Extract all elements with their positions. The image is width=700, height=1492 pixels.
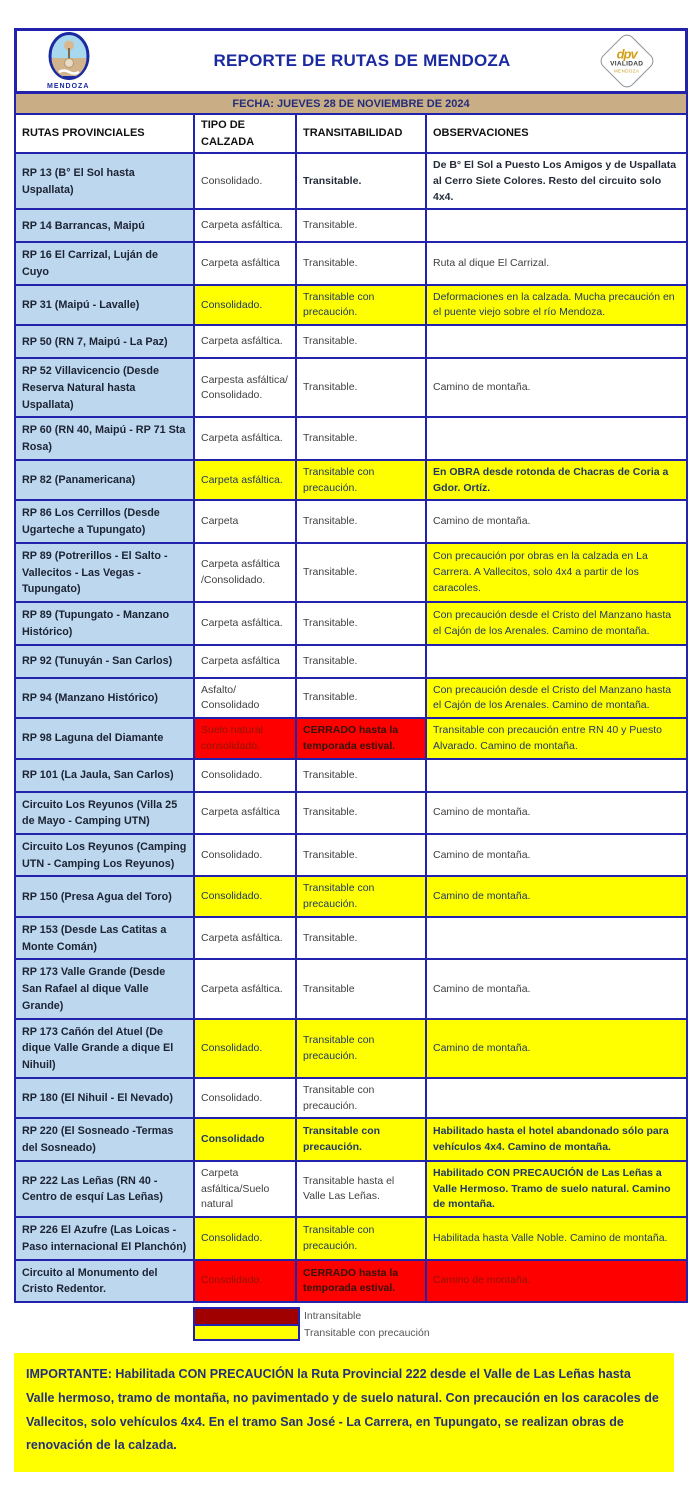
transitabilidad-cell: Transitable con precaución. [297,1079,427,1118]
route-name-cell: RP 89 (Potrerillos - El Salto - Vallecitos - Las Vegas -Tupungato) [16,544,195,601]
observaciones-cell [427,210,686,241]
route-name-cell: RP 220 (El Sosneado -Termas del Sosneado) [16,1119,195,1159]
observaciones-cell: En OBRA desde rotonda de Chacras de Coria a Gdor. Ortíz. [427,461,686,500]
route-name-cell: RP 60 (RN 40, Maipú - RP 71 Sta Rosa) [16,418,195,458]
table-row [16,326,686,359]
table-row [16,1162,686,1218]
route-name-cell: RP 150 (Presa Agua del Toro) [16,877,195,916]
table-row [16,835,686,877]
mendoza-crest-icon [47,32,91,82]
route-name-cell: Circuito Los Reyunos (Villa 25 de Mayo - Camping UTN) [16,793,195,833]
transitabilidad-cell: Transitable. [297,501,427,541]
calzada-cell: Carpeta asfáltica. [195,326,297,357]
observaciones-cell: Camino de montaña. [427,835,686,875]
route-name-cell: RP 52 Villavicencio (Desde Reserva Natural hasta Uspallata) [16,359,195,416]
transitabilidad-cell: Transitable con precaución. [297,1218,427,1258]
route-name-cell: RP 13 (B° El Sol hasta Uspallata) [16,154,195,208]
observaciones-cell [427,326,686,357]
observaciones-cell [427,646,686,677]
legend-label-intransitable: Intransitable [304,1309,362,1322]
transitabilidad-cell: Transitable. [297,210,427,241]
transitabilidad-cell: Transitable. [297,646,427,677]
table-row [16,679,686,720]
intransitable-swatch-icon [195,1309,298,1324]
transitabilidad-cell: CERRADO hasta la temporada estival. [297,719,427,758]
table-body [16,154,686,1301]
transitabilidad-cell: Transitable. [297,243,427,283]
calzada-cell: Carpeta asfáltica. [195,918,297,958]
report-header [14,28,688,94]
observaciones-cell: Camino de montaña. [427,1020,686,1077]
transitabilidad-cell: Transitable. [297,326,427,357]
route-name-cell: RP 94 (Manzano Histórico) [16,679,195,718]
route-name-cell: RP 180 (El Nihuil - El Nevado) [16,1079,195,1118]
table-row [16,960,686,1019]
column-header-transitabilidad: TRANSITABILIDAD [297,115,427,152]
observaciones-cell: Habilitada hasta Valle Noble. Camino de montaña. [427,1218,686,1258]
observaciones-cell: De B° El Sol a Puesto Los Amigos y de Uspallata al Cerro Siete Colores. Resto del circuito solo 4x4. [427,154,686,208]
calzada-cell: Consolidado. [195,877,297,916]
page-title: REPORTE DE RUTAS DE MENDOZA [213,51,511,70]
dpv-name: VIALIDAD [610,60,644,68]
route-name-cell: Circuito Los Reyunos (Camping UTN - Camping Los Reyunos) [16,835,195,875]
route-name-cell: RP 31 (Maipú - Lavalle) [16,286,195,325]
table-row [16,1261,686,1301]
transitabilidad-cell: Transitable. [297,793,427,833]
route-name-cell: RP 89 (Tupungato - Manzano Histórico) [16,603,195,643]
route-name-cell: RP 16 El Carrizal, Luján de Cuyo [16,243,195,283]
table-row [16,501,686,543]
table-row [16,877,686,918]
transitabilidad-cell: Transitable. [297,679,427,718]
dpv-brand: dpv [616,46,638,62]
observaciones-cell: Camino de montaña. [427,359,686,416]
observaciones-cell: Con precaución desde el Cristo del Manzano hasta el Cajón de los Arenales. Camino de montaña. [427,679,686,718]
calzada-cell: Carpeta asfáltica. [195,461,297,500]
transitabilidad-cell: Transitable. [297,835,427,875]
transitabilidad-cell: CERRADO hasta la temporada estival. [297,1261,427,1301]
calzada-cell: Asfalto/ Consolidado [195,679,297,718]
column-header-rutas: RUTAS PROVINCIALES [16,115,195,152]
table-row [16,154,686,210]
transitabilidad-cell: Transitable [297,960,427,1017]
vialidad-logo [581,40,673,82]
transitabilidad-cell: Transitable. [297,359,427,416]
calzada-cell: Consolidado. [195,286,297,325]
route-name-cell: RP 92 (Tunuyán - San Carlos) [16,646,195,677]
transitabilidad-cell: Transitable con precaución. [297,286,427,325]
route-name-cell: Circuito al Monumento del Cristo Redentor. [16,1261,195,1301]
observaciones-cell: Camino de montaña. [427,877,686,916]
observaciones-cell: Con precaución por obras en la calzada en La Carrera. A Vallecitos, solo 4x4 a partir de los caracoles. [427,544,686,601]
table-row [16,760,686,793]
table-row [16,544,686,603]
calzada-cell: Consolidado. [195,1218,297,1258]
vialidad-diamond-icon [597,31,656,90]
legend-label-precaucion: Transitable con precaución [304,1326,430,1339]
transitabilidad-cell: Transitable. [297,760,427,791]
calzada-cell: Consolidado. [195,1020,297,1077]
observaciones-cell [427,418,686,458]
route-name-cell: RP 14 Barrancas, Maipú [16,210,195,241]
table-row [16,1119,686,1161]
route-name-cell: RP 222 Las Leñas (RN 40 - Centro de esquí Las Leñas) [16,1162,195,1216]
observaciones-cell: Camino de montaña. [427,793,686,833]
route-name-cell: RP 50 (RN 7, Maipú - La Paz) [16,326,195,357]
mendoza-logo [33,32,143,90]
important-note: IMPORTANTE: Habilitada CON PRECAUCIÓN la Ruta Provincial 222 desde el Valle de Las Leñas hasta Valle hermoso, tramo de montaña, no pavimentado y de suelo natural. Con precaución en los caracoles de Vallecitos, solo vehículos 4x4. En el tramo San José - La Carrera, en Tupungato, se realizan obras de renovación de la calzada. [14,1353,674,1472]
table-row [16,286,686,327]
route-name-cell: RP 173 Cañón del Atuel (De dique Valle Grande a dique El Nihuil) [16,1020,195,1077]
observaciones-cell: Habilitado hasta el hotel abandonado sólo para vehículos 4x4. Camino de montaña. [427,1119,686,1159]
transitabilidad-cell: Transitable con precaución. [297,877,427,916]
transitabilidad-cell: Transitable con precaución. [297,1020,427,1077]
calzada-cell: Carpeta asfáltica. [195,418,297,458]
date-bar: FECHA: JUEVES 28 DE NOVIEMBRE DE 2024 [14,94,688,115]
transitabilidad-cell: Transitable con precaución. [297,461,427,500]
route-name-cell: RP 98 Laguna del Diamante [16,719,195,758]
table-row [16,1020,686,1079]
calzada-cell: Carpeta asfáltica. [195,603,297,643]
table-row [16,719,686,760]
calzada-cell: Carpeta asfáltica. [195,210,297,241]
calzada-cell: Consolidado. [195,760,297,791]
route-name-cell: RP 86 Los Cerrillos (Desde Ugarteche a Tupungato) [16,501,195,541]
transitabilidad-cell: Transitable con precaución. [297,1119,427,1159]
transitabilidad-cell: Transitable. [297,418,427,458]
observaciones-cell: Ruta al dique El Carrizal. [427,243,686,283]
calzada-cell: Carpeta [195,501,297,541]
route-name-cell: RP 101 (La Jaula, San Carlos) [16,760,195,791]
dpv-sub: MENDOZA [614,68,640,74]
observaciones-cell [427,1079,686,1118]
transitabilidad-cell: Transitable. [297,603,427,643]
legend-labels [304,1307,430,1341]
legend-swatches [193,1307,300,1341]
table-row [16,603,686,645]
calzada-cell: Consolidado. [195,1261,297,1301]
observaciones-cell: Camino de montaña. [427,960,686,1017]
observaciones-cell [427,918,686,958]
table-row [16,210,686,243]
observaciones-cell: Camino de montaña. [427,1261,686,1301]
table-header-row [16,115,686,154]
transitabilidad-cell: Transitable hasta el Valle Las Leñas. [297,1162,427,1216]
column-header-observaciones: OBSERVACIONES [427,115,686,152]
table-row [16,918,686,960]
table-row [16,359,686,418]
observaciones-cell: Camino de montaña. [427,501,686,541]
precaucion-swatch-icon [195,1324,298,1339]
mendoza-logo-label: MENDOZA [47,83,90,90]
routes-table [14,115,688,1303]
observaciones-cell [427,760,686,791]
table-row [16,793,686,835]
status-legend [193,1307,688,1341]
calzada-cell: Carpeta asfáltica. [195,960,297,1017]
route-name-cell: RP 173 Valle Grande (Desde San Rafael al dique Valle Grande) [16,960,195,1017]
column-header-calzada: TIPO DE CALZADA [195,115,297,152]
calzada-cell: Consolidado. [195,154,297,208]
calzada-cell: Consolidado. [195,835,297,875]
table-row [16,461,686,502]
table-row [16,243,686,285]
observaciones-cell: Con precaución desde el Cristo del Manzano hasta el Cajón de los Arenales. Camino de montaña. [427,603,686,643]
route-name-cell: RP 82 (Panamericana) [16,461,195,500]
calzada-cell: Consolidado. [195,1079,297,1118]
observaciones-cell: Transitable con precaución entre RN 40 y Puesto Alvarado. Camino de montaña. [427,719,686,758]
table-row [16,1218,686,1260]
calzada-cell: Carpeta asfáltica/Suelo natural [195,1162,297,1216]
route-name-cell: RP 153 (Desde Las Catitas a Monte Comán) [16,918,195,958]
calzada-cell: Carpeta asfáltica [195,646,297,677]
transitabilidad-cell: Transitable. [297,544,427,601]
calzada-cell: Consolidado [195,1119,297,1159]
table-row [16,1079,686,1120]
table-row [16,646,686,679]
transitabilidad-cell: Transitable. [297,918,427,958]
calzada-cell: Suelo natural consolidado. [195,719,297,758]
table-row [16,418,686,460]
observaciones-cell: Deformaciones en la calzada. Mucha precaución en el puente viejo sobre el río Mendoza. [427,286,686,325]
calzada-cell: Carpeta asfáltica [195,243,297,283]
route-name-cell: RP 226 El Azufre (Las Loicas - Paso internacional El Planchón) [16,1218,195,1258]
observaciones-cell: Habilitado CON PRECAUCIÓN de Las Leñas a Valle Hermoso. Tramo de suelo natural. Camino de montaña. [427,1162,686,1216]
calzada-cell: Carpeta asfáltica /Consolidado. [195,544,297,601]
calzada-cell: Carpesta asfáltica/ Consolidado. [195,359,297,416]
transitabilidad-cell: Transitable. [297,154,427,208]
calzada-cell: Carpeta asfáltica [195,793,297,833]
